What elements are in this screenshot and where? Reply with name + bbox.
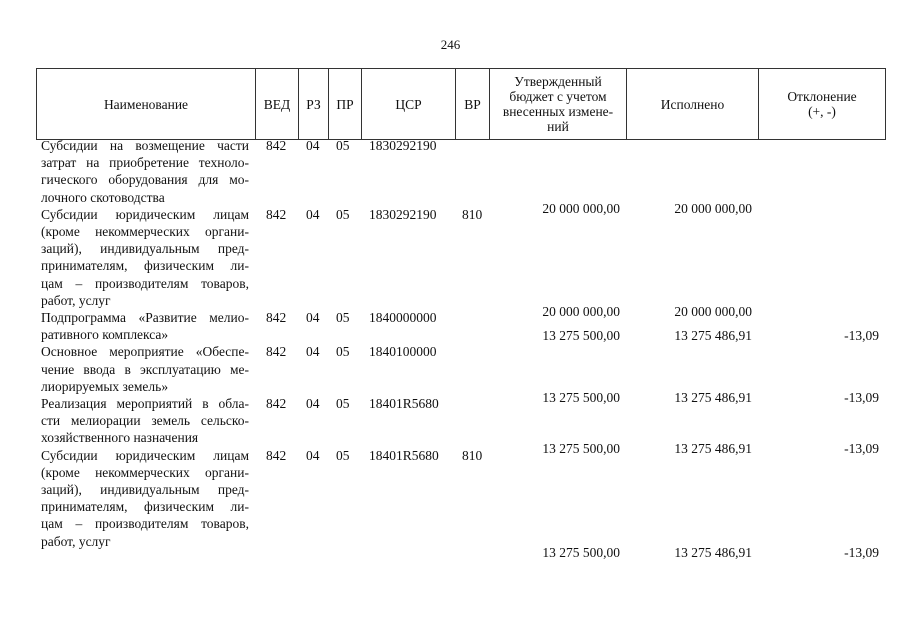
row-deviation-amount: -13,09 xyxy=(844,328,879,344)
row-name-line: Субсидии на возмещение части xyxy=(41,138,249,153)
table-row xyxy=(36,309,886,343)
row-pr: 05 xyxy=(336,206,350,222)
row-approved-amount: 13 275 500,00 xyxy=(542,389,620,405)
header-name-label: Наименование xyxy=(103,96,189,112)
row-rz: 04 xyxy=(306,206,320,222)
header-executed xyxy=(626,69,758,139)
row-executed-amount: 13 275 486,91 xyxy=(674,389,752,405)
header-vr-label: ВР xyxy=(464,96,481,112)
row-name-line: ративного комплекса» xyxy=(41,327,169,343)
header-ved xyxy=(255,69,298,139)
row-approved-amount: 20 000 000,00 xyxy=(542,303,620,319)
row-name-line: чение ввода в эксплуатацию ме- xyxy=(41,361,249,377)
row-executed-amount: 13 275 486,91 xyxy=(674,328,752,344)
row-csr: 1840000000 xyxy=(369,310,437,325)
header-name xyxy=(36,69,255,139)
row-rz: 04 xyxy=(306,447,320,463)
header-deviation xyxy=(758,69,886,139)
row-csr: 1840100000 xyxy=(369,344,437,360)
row-name-line: Реализация мероприятий в обла- xyxy=(41,396,249,411)
row-name-line: заций), индивидуальным пред- xyxy=(41,482,249,497)
row-ved: 842 xyxy=(266,206,287,222)
row-name-line: Субсидии юридическим лицам xyxy=(41,206,249,222)
header-vr xyxy=(455,69,489,139)
row-rz: 04 xyxy=(306,344,320,360)
row-vr: 810 xyxy=(462,447,483,463)
row-name xyxy=(41,309,249,343)
row-name-line: заций), индивидуальным пред- xyxy=(41,241,249,257)
row-ved: 842 xyxy=(266,396,287,411)
row-name-line: сти мелиорации земель сельско- xyxy=(41,413,249,429)
row-executed-amount: 20 000 000,00 xyxy=(674,303,752,319)
header-pr-label: ПР xyxy=(336,96,354,112)
row-name-line: лиорируемых земель» xyxy=(41,378,169,394)
row-approved-amount: 13 275 500,00 xyxy=(542,544,620,560)
row-pr: 05 xyxy=(336,396,350,411)
row-csr: 1830292190 xyxy=(369,206,437,222)
row-ved: 842 xyxy=(266,138,287,153)
row-executed-amount: 13 275 486,91 xyxy=(674,441,752,457)
row-ved: 842 xyxy=(266,310,287,325)
row-name-line: хозяйственного назначения xyxy=(41,430,199,446)
page-number: 246 xyxy=(440,37,461,52)
row-csr: 18401R5680 xyxy=(369,396,439,411)
header-deviation-label: Отклонение (+, -) xyxy=(787,89,857,119)
header-executed-label: Исполнено xyxy=(660,96,725,112)
row-name xyxy=(41,343,249,395)
row-deviation-amount: -13,09 xyxy=(844,389,879,405)
row-name-line: работ, услуг xyxy=(41,533,111,549)
row-approved-amount: 13 275 500,00 xyxy=(542,441,620,457)
row-pr: 05 xyxy=(336,344,350,360)
row-deviation-amount: -13,09 xyxy=(844,441,879,457)
row-csr: 1830292190 xyxy=(369,138,437,153)
row-executed-amount: 13 275 486,91 xyxy=(674,544,752,560)
row-name-line: принимателям, физическим ли- xyxy=(41,258,249,274)
header-rz xyxy=(298,69,328,139)
row-pr: 05 xyxy=(336,447,350,463)
row-rz: 04 xyxy=(306,310,320,325)
row-pr: 05 xyxy=(336,310,350,325)
header-approved-label: Утвержденный бюджет с учетом внесенных измене- ний xyxy=(502,74,614,134)
row-name-line: гического оборудования для мо- xyxy=(41,172,249,188)
row-name-line: (кроме некоммерческих органи- xyxy=(41,224,249,239)
row-deviation-amount: -13,09 xyxy=(844,544,879,560)
row-name-line: цам – производителям товаров, xyxy=(41,516,249,532)
row-approved-amount: 13 275 500,00 xyxy=(542,328,620,344)
row-name-line: затрат на приобретение техноло- xyxy=(41,155,249,171)
row-executed-amount: 20 000 000,00 xyxy=(674,200,752,216)
header-approved xyxy=(489,69,626,139)
header-csr xyxy=(361,69,455,139)
row-name-line: работ, услуг xyxy=(41,292,111,308)
header-ved-label: ВЕД xyxy=(263,96,291,112)
row-name-line: цам – производителям товаров, xyxy=(41,275,249,291)
row-name xyxy=(41,395,249,447)
row-csr: 18401R5680 xyxy=(369,447,439,463)
row-rz: 04 xyxy=(306,396,320,411)
row-pr: 05 xyxy=(336,138,350,153)
table-header xyxy=(36,68,886,140)
row-ved: 842 xyxy=(266,447,287,463)
row-ved: 842 xyxy=(266,344,287,360)
table-row xyxy=(36,447,886,560)
header-pr xyxy=(328,69,361,139)
row-vr: 810 xyxy=(462,206,483,222)
row-approved-amount: 20 000 000,00 xyxy=(542,200,620,216)
row-name xyxy=(41,206,249,309)
row-name xyxy=(41,137,249,206)
row-rz: 04 xyxy=(306,138,320,153)
row-name-line: Подпрограмма «Развитие мелио- xyxy=(41,310,249,325)
row-name-line: Основное мероприятие «Обеспе- xyxy=(41,344,249,360)
row-name-line: Субсидии юридическим лицам xyxy=(41,447,249,463)
row-name-line: лочного скотоводства xyxy=(41,189,165,205)
header-rz-label: РЗ xyxy=(306,96,321,112)
row-name-line: (кроме некоммерческих органи- xyxy=(41,464,249,480)
row-name-line: принимателям, физическим ли- xyxy=(41,499,249,515)
header-csr-label: ЦСР xyxy=(395,96,422,112)
row-name xyxy=(41,447,249,550)
